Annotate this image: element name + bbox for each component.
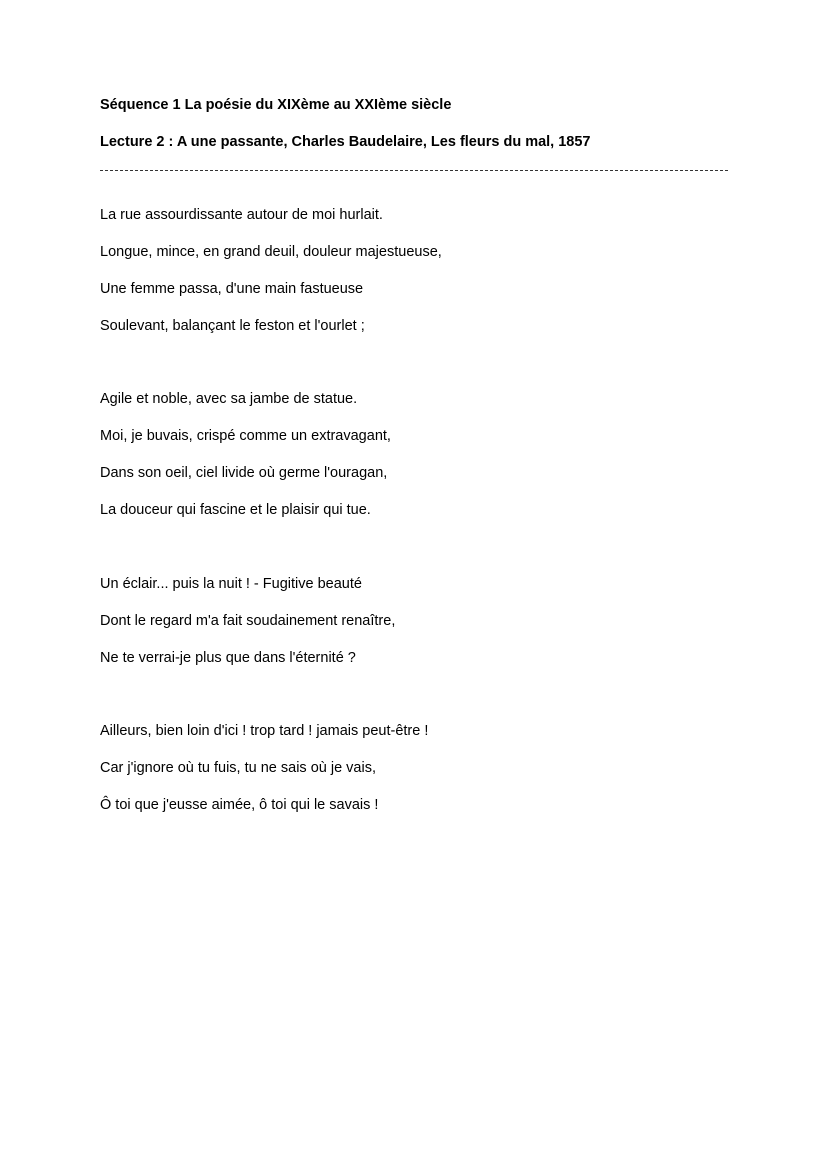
- poem-line: Moi, je buvais, crispé comme un extravagant,: [100, 428, 391, 444]
- poem-line: Ô toi que j'eusse aimée, ô toi qui le savais !: [100, 797, 379, 813]
- poem-line: La douceur qui fascine et le plaisir qui tue.: [100, 502, 371, 518]
- poem-line: Soulevant, balançant le feston et l'ourlet ;: [100, 318, 365, 334]
- poem-line: Car j'ignore où tu fuis, tu ne sais où je vais,: [100, 760, 376, 776]
- poem-line: Longue, mince, en grand deuil, douleur majestueuse,: [100, 244, 442, 260]
- poem-line: Un éclair... puis la nuit ! - Fugitive beauté: [100, 576, 362, 592]
- poem-line: Dont le regard m'a fait soudainement renaître,: [100, 613, 396, 629]
- sequence-title: Séquence 1 La poésie du XIXème au XXIème siècle: [100, 97, 452, 113]
- poem-line: Une femme passa, d'une main fastueuse: [100, 281, 364, 297]
- reading-title: Lecture 2 : A une passante, Charles Baudelaire, Les fleurs du mal, 1857: [100, 134, 591, 150]
- poem-line: La rue assourdissante autour de moi hurlait.: [100, 207, 383, 223]
- poem-line: Dans son oeil, ciel livide où germe l'ouragan,: [100, 465, 388, 481]
- poem-line: Agile et noble, avec sa jambe de statue.: [100, 391, 358, 407]
- poem-line: Ne te verrai-je plus que dans l'éternité ?: [100, 650, 356, 666]
- dashed-separator: [100, 170, 728, 171]
- poem-line: Ailleurs, bien loin d'ici ! trop tard ! jamais peut-être !: [100, 723, 429, 739]
